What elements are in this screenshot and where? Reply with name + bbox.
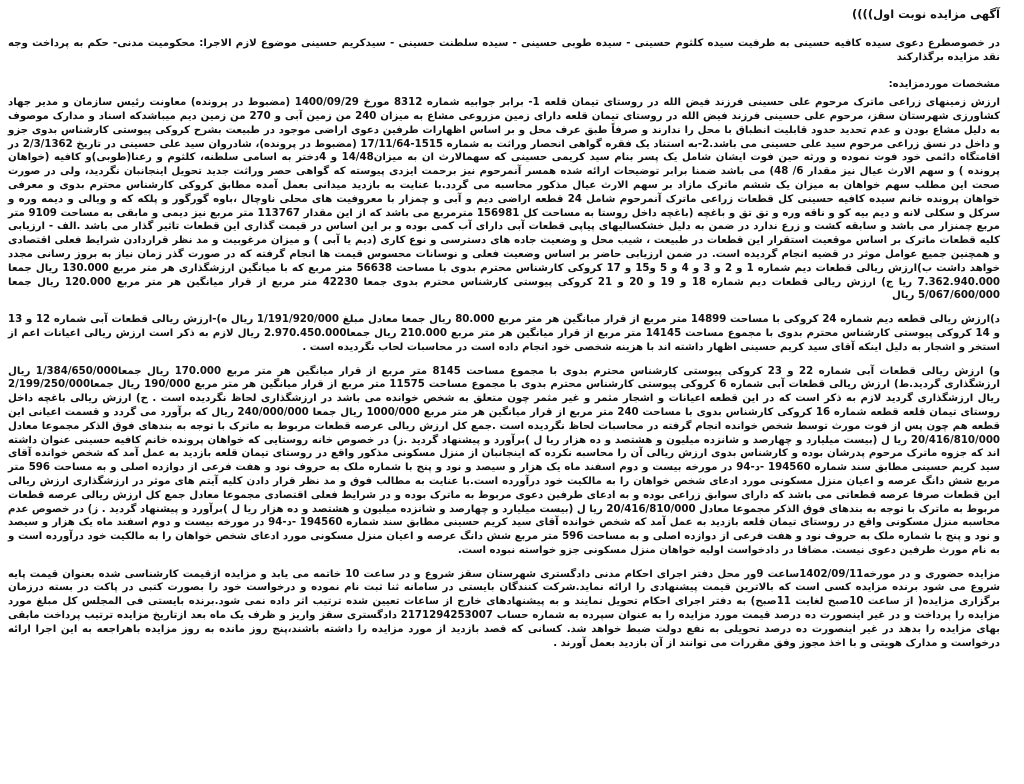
paragraph-land-valuation: ارزش زمینهای زراعی ماترک مرحوم علی حسینی فرزند فیض الله در روستای تیمان قلعه 1- برابر جوابیه شماره 8312 مورخ 1400/09/29 (مضبوط در پرونده) معاونت رئیس سازمان و مدیر جهاد کشاورزی شهرستان سقز، مرحوم علی حسینی فرزند فیض الله در روستای تیمان قلعه دارای زمین مزروعی مشاع به میزان 240 من زمین آبی و 270 من زمین دیم میباشدکه اسناد و مدارک موصوف به دلیل مشاع بودن و عدم تحدید حدود قابلیت انطباق با محل را ندارند و صرفاً طبق عرف محل و بر اساس اظهارات طرفین دعوی اراضی موجود در طبیعت بشرح کروکی پیوستی کارشناس بدوی جزو و داخل در نسق زراعی مرحوم سید علی حسینی می باشد.2-به استناد یک فقره گواهی انحصار وراثت به شماره 1515-17/11/64 (مضبوط در پرونده)، شادروان سید علی حسینی در تاریخ 2/3/1362 در اقامتگاه دائمی خود فوت نموده و ورثه حین فوت ایشان شامل یک پسر بنام سید کریمی حسینی که سهمالارث ان به میزان14/48 و 4دختر به اسامی سلطنه، کلثوم و رعنا(طوبی)و کافیه (خواهان پرونده ) و سهم الارث عیال نیز مقدار 6/ 48) می باشد ضمنا برابر توضیحات ارائه شده همسر آنمرحوم نیز برحمت ایزدی پیوسته که گواهی حصر وراثت جدید تحویل اینجانبان نگردید، ولی در صورت صحت این مطلب سهم خواهان به میزان یک ششم ماترک مازاد بر سهم الارث عیال مذکور محاسبه می گردد.با عنایت به بازدید میدانی بعمل آمده مطابق کروکی کارشناس محترم بدوی و معرفی خواهان پرونده خانم سیده کافیه حسینی کل قطعات زراعی ماترک آنمرحوم شامل 24 قطعه اراضی دیم و آبی و چمزار با معروفیت های محلی ناوچال ،باوه گورگور و پلکه که و ویالی و دیمه وره و سرکل و سکلی لانه و دیم بیه کو و ناقه وره و تق تق و باغچه (باغچه داخل روستا به مساحت کل 156981 مترمربع می باشد که از این مقدار 113767 متر مربع نیز دیمی و مابقی به مساحت 9109 متر مربع چمنزار می باشد و سابقه کشت و زرع ندارد در ضمن به دلیل خشکسالیهای پیاپی قطعات آبی دارای آب کمی بوده و بر این اساس در قیمت گذاری این قطعات تاثیر گذار می باشد .الف - ارزیابی کلیه قطعات ماترک بر اساس موقعیت استقرار این قطعات در طبیعت ، شیب محل و وضعیت جاده های دسترسی و نوع کاری (دیم یا آبی ) و میزان مرغوبیت و مد نظر قراردادن شرایط فعلی اقتصادی و همچنین جمیع عوامل موثر در قضیه انجام گردیده است. در ضمن ارزیابی حاضر بر اساس وضعیت فعلی و نوسانات محسوس قیمت ها انجام گرفته که در صورت گذر زمان نیاز به بروز رسانی مجدد خواهد داشت ب)ارزش ریالی قطعات دیم شماره 1 و 2 و 3 و 4 و 5 و15 و 17 کروکی کارشناس محترم بدوی با مساحت 56638 متر مربع که با میانگین ارزشگذاری هر متر مربع 130.000 ریال جمعا 7.362.940.000 ریا ج) ارزش ریالی قطعات دیم شماره 18 و 19 و 20 و 21 کروکی پیوستی کارشناس محترم بدوی جمعا 42230 متر مربع از قرار میانگین هر متر مربع 120.000 ریال جمعا 5/067/600/000 ریال: [8, 97, 1001, 302]
notice-title: آگهی مزایده نوبت اول)))): [852, 7, 1000, 21]
specs-heading: مشخصات موردمزایده:: [888, 79, 1000, 91]
notice-subject: در خصوصطرع دعوی سیده کافیه حسینی به طرفیت سیده کلثوم حسینی - سیده طوبی حسینی - سیده سلطنت حسینی - سیدکریم حسینی موضوع لازم الاجرا: محکومیت مدنی- حکم به پرداخت وجه نقد مزایده برگذارکند: [8, 37, 1000, 63]
paragraph-irrigated-plots-valuation: و) ارزش ریالی قطعات آبی شماره 22 و 23 کروکی پیوستی کارشناس محترم بدوی با مجموع مساحت 8145 متر مربع از قرار میانگین هر متر مربع 170.000 ریال جمعا1/384/650/000 ریال ارزشگذاری گردید.ط) ارزش ریالی قطعات آبی شماره 6 کروکی پیوستی کارشناس محترم بدوی با مجموع مساحت 11575 متر مربع از قرار میانگین هر متر مربع 190/000 ریال جمعا2/199/250/000 ریال ارزشگذاری گردید لازم به ذکر است که در این قطعه اعیانات و اشجار مثمر و غیر مثمر چون متعلق به شخص خوانده می باشد در ارزشگذاری لحاظ نگردیده است . ح) ارزش ریالی باغچه داخل روستای تیمان قلعه قطعه شماره 16 کروکی کارشناس بدوی با مساحت 240 متر مربع از قرار میانگین هر متر مربع 1000/000 ریال جمعا 240/000/000 ریال که برآورد می گردد و قسمت اعیانی این قطعه هم چون پس از فوت مورث توسط شخص خوانده انجام گرفته در محاسبات لحاظ نگردیده است .جمع کل ارزش ریالی عرصه قطعات مربوط به ماترک با توجه به بندهای فوق الذکر مجموعا معادل 20/416/810/000 ریا ل (بیست میلیارد و چهارصد و شانزده میلیون و هشتصد و ده هزار ریا ل )برآورد و پیشنهاد گردید .ز) در خصوص خانه روستایی که خواهان پرونده خانم کافیه حسینی عنوان داشته اند که جزوه ماترک مرحوم پدرشان بوده و کارشناس بدوی ارزش ریالی آن را محاسبه نکرده که اینجانبان از منزل مسکونی مذکور واقع در روستای تیمان قلعه بازدید به عمل آمد که شخص خوانده آقای سید کریم حسینی مطابق سند شماره 194560 -د-94 در مورخه بیست و دوم اسفند ماه یک هزار و سیصد و نود و پنج با شماره ملک به حروف نود و هفت فرعی از دوازده اصلی و به مساحت 596 متر مربع شش دانگ عرصه و اعیان منزل مسکونی مورد ادعای شخص خواهان را به مالکیت خود درآورده است.با عنایت به مطالب فوق و مد نظر قرار دادن کلیه آیتم های موثر در ارزشگذاری ارزش ریالی این قطعات صرفا عرصه قطعاتی می باشد که دارای سوابق زراعی بوده و به ادعای طرفین دعوی مربوط به ماترک بوده و در شرایط فعلی اقتصادی مجموعا معادل جمع کل ارزش ریالی عرصه قطعات مربوط به ماترک با توجه به بندهای فوق الذکر مجموعا معادل 20/416/810/000 ریا ل (بیست میلیارد و چهارصد و شانزده میلیون و هشتصد و ده هزار ریا ل )برآورد و پیشنهاد گردید . ز) در خصوص عدم محاسبه منزل مسکونی واقع در روستای تیمان قلعه بازدید به عمل آمد که شخص خوانده آقای سید کریم حسینی مطابق سند شماره 194560 -د-94 در مورخه بیست و دوم اسفند ماه یک هزار و سیصد و نود و پنج با شماره ملک به حروف نود و هفت فرعی از دوازده اصلی و به مساحت 596 متر مربع شش دانگ عرصه و اعیان منزل مسکونی مورد ادعای شخص خواهان را به مالکیت خود درآورده است و به نام مورث طرفین دعوی نیست. مضافا در دادخواست اولیه خواهان منزل مسکونی جزو خواسته نبوده است.: [8, 365, 1001, 556]
paragraph-auction-terms: مزایده حضوری و در مورخه1402/09/11ساعت 9ور محل دفتر اجرای احکام مدنی دادگستری شهرستان سقز شروع و در ساعت 10 خاتمه می یابد و مزایده ازقیمت کارشناسی شده بعنوان قیمت پایه شروع می شود برنده مزایده کسی است که بالاترین قیمت پیشنهادی را ارائه نماید.شرکت کنندگان بایستی در سامانه ثنا ثبت نام نموده و درخواست خود را بصورت کتبی در پاکت در بسته درزمان برگزاری مزایده( از ساعت 10صبح لغایت 11صبح) به دفتر اجرای احکام تحویل نمایند و به پیشنهادهای خارج از ساعات تعیین شده ترتیب اثر داده نمی شود.برنده بایستی فی المجلس کل مبلغ مورد مزایده را پرداخت و در غیر اینصورت ده درصد قیمت مورد مزایده را به عنوان سپرده به شماره حساب 2171294253007 دادگستری سقز واریز و ظرف یک ماه بعد ازتاریخ مزایده ترتیب پرداخت مابقی بهای مزایده را بدهد در غیر اینصورت ده درصد تحویلی به نفع دولت ضبط خواهد شد. کسانی که قصد بازدید از مورد مزایده را داشته باشند،پنج روز مانده به روز مزایده باهراجعه به این اجرا ارائه درخواست و مدارک هویتی و با اخذ مجوز وفق مقررات می توانند از آن بازدید بعمل آورند .: [8, 568, 1001, 649]
paragraph-plot-24-valuation: د)ارزش ریالی قطعه دیم شماره 24 کروکی با مساحت 14899 متر مربع از قرار میانگین هر متر مربع 80.000 ریال جمعا معادل مبلغ 1/191/920/000 ریال ه)-ارزش ریالی قطعات آبی شماره 12 و 13 و 14 کروکی پیوستی کارشناس محترم بدوی با مجموع مساحت 14145 متر مربع از قرار میانگین هر متر مربع 210.000 ریال جمعا2.970.450.000 ریال لازم به ذکر است ارزش ریالی اعیانات اعم از استخر و اشجار به دلیل اینکه آقای سید کریم حسینی اظهار داشته اند با هزینه شخصی خود انجام داده است در محاسبات لحاب نگردیده است .: [8, 314, 1000, 353]
